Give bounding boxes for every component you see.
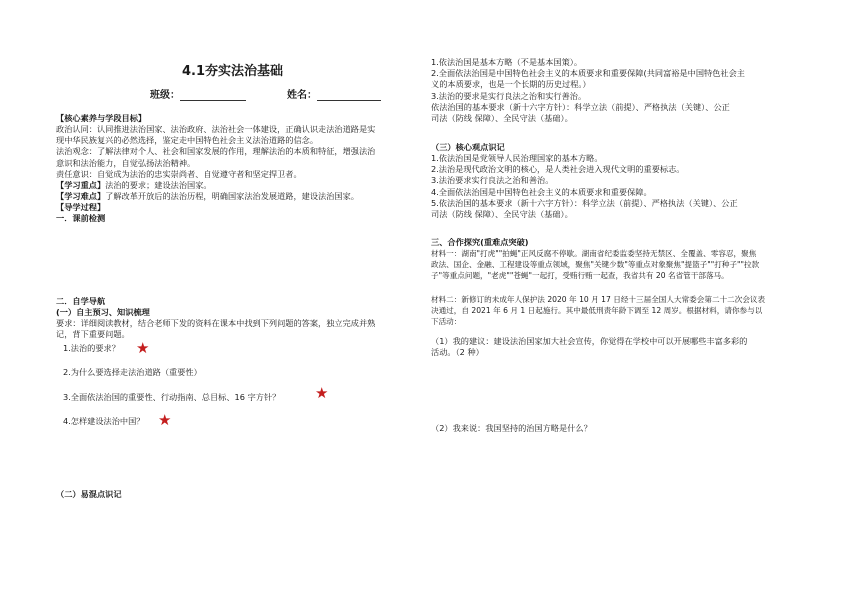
goal-line: 责任意识：自觉成为法治的忠实崇尚者、自觉遵守者和坚定捍卫者。: [56, 168, 302, 179]
question-line: 活动。（2 种）: [431, 347, 484, 358]
question-3: 3.全面依法治国的重要性、行动指南、总目标、16 字方针？: [63, 392, 281, 402]
core-views-heading: （三）核心观点识记: [431, 142, 505, 152]
diff-text: 了解改革开放后的法治历程，明确国家法治发展道路，建设法治国家。: [105, 191, 359, 201]
section-pretest: 一．课前检测: [56, 213, 106, 223]
goals-block: [56, 124, 375, 180]
material-two: [431, 294, 765, 328]
list-item: 义的本质要求，也是一个长期的历史过程。）: [431, 79, 591, 90]
question-4: 4.怎样建设法治中国？: [63, 416, 145, 426]
class-label: 班级：: [150, 90, 180, 101]
list-item: 司法（防线 保障）、全民守法（基础）。: [431, 209, 573, 220]
material-line: 子"等重点问题，"老虎""苍蝇"一起打，受贿行贿一起查，我省共有 20 名省管干部落马。: [431, 271, 729, 281]
list-item: 1.依法治国是党领导人民治理国家的基本方略。: [431, 153, 603, 163]
class-blank[interactable]: [180, 90, 246, 101]
goal-line: 意识和法治能力，自觉弘扬法治精神。: [56, 157, 196, 168]
name-blank[interactable]: [317, 90, 381, 101]
requirement-block: [56, 318, 375, 340]
cooperation-heading: 三、合作探究(重难点突破): [431, 237, 529, 247]
material-one: [431, 248, 759, 282]
requirement-line: 记，背下重要问题。: [56, 329, 130, 340]
star-icon: ★: [158, 411, 172, 429]
subsection-confusing-points: （二）易混点识记: [56, 489, 122, 499]
question-line: （1）我的建议：建设法治国家加大社会宣传，你觉得在学校中可以开展哪些丰富多彩的: [431, 336, 748, 346]
confusing-points-list: [431, 57, 745, 124]
list-item: 5.依法治国的基本要求（新十六字方针）：科学立法（前提）、严格执法（关键）、公正: [431, 197, 738, 208]
page-title: 4.1夯实法治基础: [182, 64, 284, 79]
list-item: 依法治国的基本要求（新十六字方针）：科学立法（前提）、严格执法（关键）、公正: [431, 101, 730, 112]
list-item: 4.全面依法治国是中国特色社会主义的本质要求和重要保障。: [431, 186, 652, 197]
list-item: 2.法治是现代政治文明的核心，是人类社会进入现代文明的重要标志。: [431, 164, 685, 175]
material-line: 材料一：湖南"打虎""拍蝇"正风反腐不停歇。湖南省纪委监委坚持无禁区、全覆盖、零容忍，聚焦: [431, 249, 757, 258]
list-item: 3.法治要求实行良法之治和善治。: [431, 175, 554, 186]
list-item: 2.全面依法治国是中国特色社会主义的本质要求和重要保障(共同富裕是中国特色社会主: [431, 68, 745, 79]
name-field[interactable]: [287, 86, 381, 101]
goals-heading: 【核心素养与学段目标】: [56, 113, 147, 123]
star-icon: ★: [136, 339, 150, 357]
class-field[interactable]: [150, 86, 246, 101]
process-heading: 【导学过程】: [56, 202, 106, 212]
question-2: 2.为什么要选择走法治道路（重要性）: [63, 367, 202, 377]
activity-question-2: （2）我来说：我国坚持的治国方略是什么？: [431, 423, 592, 433]
material-line: 政法、国企、金融、工程建设等重点领域，聚焦"关键少数"等重点对象聚焦"提篮子""打种子""拉款: [431, 260, 760, 270]
requirement-line: 要求：详细阅读教材，结合老师下发的资料在课本中找到下列问题的答案，独立完成并熟: [56, 318, 376, 328]
core-views-list: [431, 153, 738, 220]
list-item: 1.依法治国是基本方略（不是基本国策）。: [431, 57, 583, 67]
key-point: [56, 180, 212, 191]
difficulty-point: [56, 191, 359, 202]
list-item: 3.法治的要求是实行良法之治和实行善治。: [431, 90, 587, 101]
material-line: 材料二：新修订的未成年人保护法 2020 年 10 月 17 日经十三届全国人大常委会第二十二次会议表: [431, 295, 766, 304]
key-label: 【学习重点】: [56, 180, 106, 190]
goal-line: 法治观念：了解法律对个人、社会和国家发展的作用，理解法治的本质和特征，增强法治: [56, 146, 376, 157]
goal-line: 现中华民族复兴的必然选择，鉴定走中国特色社会主义法治道路的信念。: [56, 135, 319, 146]
goal-line: 政治认同：认同推进法治国家、法治政府、法治社会一体建设，正确认识走法治道路是实: [56, 124, 376, 134]
material-line: 决通过，自 2021 年 6 月 1 日起施行。其中最低刑责年龄下调至 12 周岁。根据材料，请你参与以: [431, 306, 763, 316]
question-1: 1.法治的要求？: [63, 343, 120, 353]
diff-label: 【学习难点】: [56, 191, 106, 201]
key-text: 法治的要求；建设法治国家。: [105, 180, 212, 190]
material-line: 下活动：: [431, 317, 462, 327]
list-item: 司法（防线 保障）、全民守法（基础）。: [431, 113, 573, 124]
subsection-preview: (一）自主预习、知识梳理: [56, 307, 150, 317]
star-icon: ★: [315, 384, 329, 402]
activity-question-1: [431, 336, 747, 358]
section-selfstudy: 二．自学导航: [56, 296, 106, 306]
name-label: 姓名：: [287, 90, 317, 101]
